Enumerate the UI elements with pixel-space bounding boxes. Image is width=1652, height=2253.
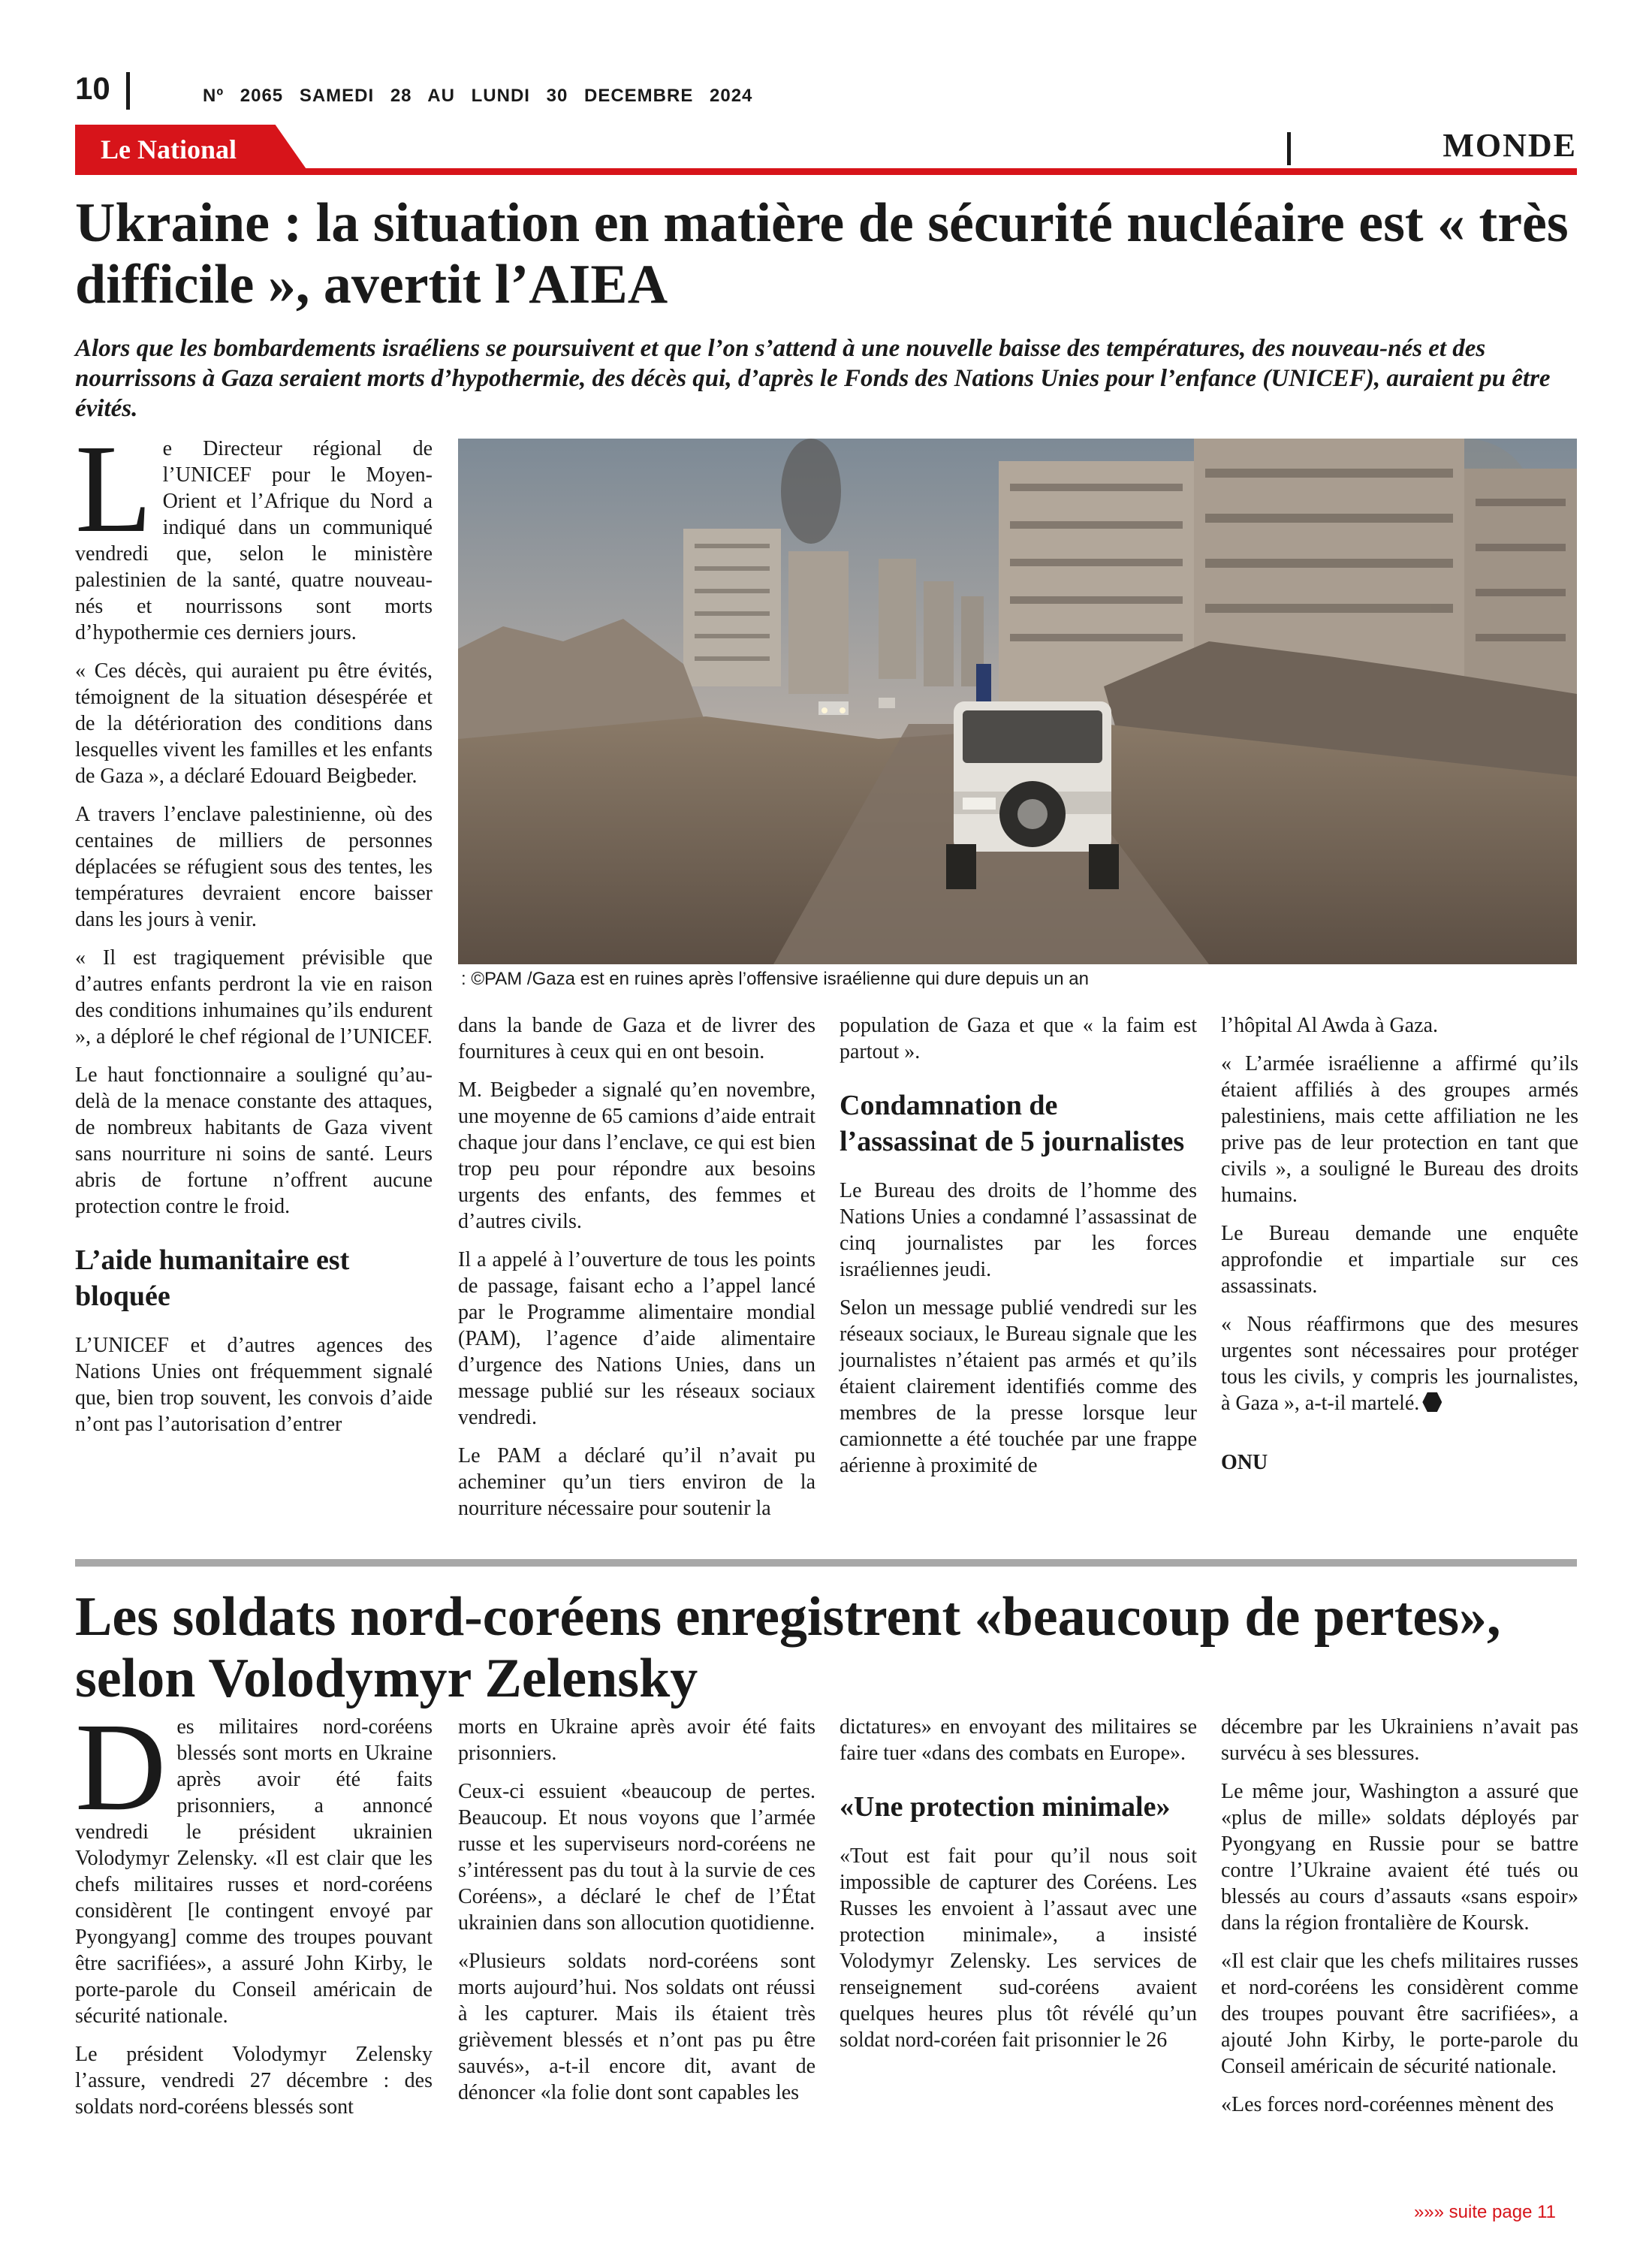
article-2-paragraph: Le président Volodymyr Zelensky l’assure, vendredi 27 décembre : des soldats nord-coréens blessés sont: [75, 2043, 433, 2119]
photo-caption: : ©PAM /Gaza est en ruines après l’offensive israélienne qui dure depuis un an: [461, 969, 1089, 989]
drop-cap: D: [75, 1697, 167, 1837]
article-2-paragraph: Ceux-ci essuient «beaucoup de pertes. Beaucoup. Et nous voyons que l’armée russe et les superviseurs nord-coréens ne s’intéressent pas du tout à la survie de ces Coréens», a déclaré le chef de l’État ukrainien dans son allocution quotidienne.: [458, 1780, 815, 1935]
page-number: 10: [75, 71, 110, 106]
brand-name: Le National: [101, 134, 237, 164]
article-2-paragraph: «Tout est fait pour qu’il nous soit impossible de capturer des Coréens. Les Russes les envoient à l’assaut avec une protection minimale», a insisté Volodymyr Zelensky. Les services de renseignement sud-coréens avaient quelques heures plus tôt révélé qu’un soldat nord-coréen fait prisonnier le 26: [840, 1844, 1197, 2052]
article-1-subheading: L’aide humanitaire est bloquée: [75, 1244, 350, 1312]
article-1-paragraph: dans la bande de Gaza et de livrer des fournitures à ceux qui en ont besoin.: [458, 1014, 815, 1063]
continued-on-page-link[interactable]: »»» suite page 11: [1413, 2202, 1556, 2222]
article-1-title: Ukraine : la situation en matière de sécurité nucléaire est « très difficile », avertit l’AIEA: [75, 192, 1569, 315]
article-1-paragraph: Il a appelé à l’ouverture de tous les points de passage, faisant echo a l’appel lancé par le Programme alimentaire mondial (PAM), l’agence d’aide alimentaire d’urgence des Nations Unies, dans un message publié sur les réseaux sociaux vendredi.: [458, 1248, 815, 1429]
article-2-subheading: «Une protection minimale»: [840, 1791, 1171, 1823]
article-1-column-2: [458, 1012, 815, 1534]
article-1-paragraph: « Nous réaffirmons que des mesures urgentes sont nécessaires pour protéger tous les civils, y compris les journalistes, à Gaza », a-t-il martelé.: [1221, 1313, 1578, 1415]
issue-date-line: Nº 2065 SAMEDI 28 AU LUNDI 30 DECEMBRE 2024: [203, 86, 753, 106]
article-1-paragraph: « L’armée israélienne a affirmé qu’ils étaient affiliés à des groupes armés palestiniens, mais cette affiliation ne les prive pas de leur protection en tant que civils », a souligné le Bureau des droits humains.: [1221, 1052, 1578, 1207]
article-2-title: Les soldats nord-coréens enregistrent «beaucoup de pertes», selon Volodymyr Zelensky: [75, 1586, 1501, 1709]
article-1-column-4: [1221, 1012, 1578, 1488]
article-1-paragraph: l’hôpital Al Awda à Gaza.: [1221, 1014, 1439, 1037]
section-divider: [1287, 132, 1291, 165]
article-2-paragraph: morts en Ukraine après avoir été faits prisonniers.: [458, 1715, 815, 1765]
article-divider: [75, 1559, 1577, 1567]
article-2-column-2: [458, 1714, 815, 2118]
article-1-paragraph: L’UNICEF et d’autres agences des Nations Unies ont fréquemment signalé que, bien trop souvent, les convois d’aide n’ont pas l’autorisation d’entrer: [75, 1334, 433, 1436]
gaza-ruins-photo: [458, 439, 1577, 964]
article-1-paragraph: Le Directeur régional de l’UNICEF pour le Moyen-Orient et l’Afrique du Nord a indiqué dans un communiqué vendredi que, selon le ministère palestinien de la santé, quatre nouveau-nés et nourrissons sont morts d’hypothermie ces derniers jours.: [75, 419, 433, 644]
article-1-paragraph: Le haut fonctionnaire a souligné qu’au-delà de la menace constante des attaques, de nombreux habitants de Gaza vivent sans nourriture ni soins de santé. Leurs abris de fortune n’offrent aucune protection contre le froid.: [75, 1063, 433, 1218]
brand-rule: [75, 168, 1577, 175]
article-2-paragraph: Le même jour, Washington a assuré que «plus de mille» soldats déployés par Pyongyang en Russie pour se battre contre l’Ukraine avaient été tués ou blessés au cours d’assauts «sans espoir» dans la région frontalière de Koursk.: [1221, 1780, 1578, 1935]
article-2-column-3: [840, 1714, 1197, 2065]
article-1-paragraph: Le Bureau des droits de l’homme des Nations Unies a condamné l’assassinat de cinq journalistes par les forces israéliennes jeudi.: [840, 1179, 1197, 1281]
article-2-column-4: [1221, 1714, 1578, 2130]
page-number-divider: [126, 72, 130, 110]
article-1-paragraph: A travers l’enclave palestinienne, où des centaines de milliers de personnes déplacées se réfugient sous des tentes, les températures devraient encore baisser dans les jours à venir.: [75, 803, 433, 931]
article-1-paragraph: Selon un message publié vendredi sur les réseaux sociaux, le Bureau signale que les journalistes n’étaient pas armés et qu’ils étaient clairement identifiés comme des membres de la presse lorsque leur camionnette a été touchée par une frappe aérienne à proximité de: [840, 1296, 1197, 1477]
article-2-column-1: [75, 1697, 433, 2132]
article-1-paragraph: Le PAM a déclaré qu’il n’avait pu acheminer qu’un tiers environ de la nourriture nécessaire pour soutenir la: [458, 1444, 815, 1520]
article-signature: ONU: [1221, 1451, 1268, 1474]
article-2-paragraph: «Il est clair que les chefs militaires russes et nord-coréens les considèrent comme des troupes pouvant être sacrifiées», a ajouté John Kirby, le porte-parole du Conseil américain de sécurité nationale.: [1221, 1950, 1578, 2078]
article-1-column-3: [840, 1012, 1197, 1491]
section-name: MONDE: [1442, 127, 1577, 164]
article-1-paragraph: population de Gaza et que « la faim est partout ».: [840, 1014, 1197, 1063]
article-1-paragraph: M. Beigbeder a signalé qu’en novembre, une moyenne de 65 camions d’aide entrait chaque jour dans l’enclave, ce qui est bien trop peu pour répondre aux besoins urgents des enfants, des femmes et d’autres civils.: [458, 1078, 815, 1233]
article-1-paragraph: « Ces décès, qui auraient pu être évités, témoignent de la situation désespérée et de la détérioration des conditions dans lesquelles vivent les familles et les enfants de Gaza », a déclaré Edouard Beigbeder.: [75, 659, 433, 788]
article-1-column-1: [75, 419, 433, 1449]
end-of-article-icon: [1422, 1392, 1442, 1412]
article-2-paragraph: dictatures» en envoyant des militaires se faire tuer «dans des combats en Europe».: [840, 1715, 1197, 1765]
article-1-subheading: Condamnation de l’assassinat de 5 journalistes: [840, 1090, 1185, 1157]
drop-cap: L: [75, 419, 152, 559]
article-2-paragraph: «Plusieurs soldats nord-coréens sont morts aujourd’hui. Nos soldats ont réussi à les capturer. Mais ils étaient très grièvement blessés et n’ont pas pu être sauvés», a-t-il encore dit, avant de dénoncer «la folie dont sont capables les: [458, 1950, 815, 2104]
article-1-lead: Alors que les bombardements israéliens se poursuivent et que l’on s’attend à une nouvelle baisse des températures, des nouveau-nés et des nourrissons à Gaza seraient morts d’hypothermie, des décès qui, d’après le Fonds des Nations Unies pour l’enfance (UNICEF), auraient pu être évités.: [75, 335, 1551, 422]
article-1-paragraph: « Il est tragiquement prévisible que d’autres enfants perdront la vie en raison des conditions inhumaines qu’ils endurent », a déploré le chef régional de l’UNICEF.: [75, 946, 433, 1048]
article-2-paragraph: décembre par les Ukrainiens n’avait pas survécu à ses blessures.: [1221, 1715, 1578, 1765]
article-2-paragraph: «Les forces nord-coréennes mènent des: [1221, 2093, 1554, 2116]
article-1-paragraph: Le Bureau demande une enquête approfondie et impartiale sur ces assassinats.: [1221, 1222, 1578, 1298]
article-2-paragraph: Des militaires nord-coréens blessés sont morts en Ukraine après avoir été faits prisonniers, a annoncé vendredi le président ukrainien Volodymyr Zelensky. «Il est clair que les chefs militaires russes et nord-coréens considèrent [le contingent envoyé par Pyongyang] comme des troupes pouvant être sacrifiées», a assuré John Kirby, le porte-parole du Conseil américain de sécurité nationale.: [75, 1697, 433, 2028]
